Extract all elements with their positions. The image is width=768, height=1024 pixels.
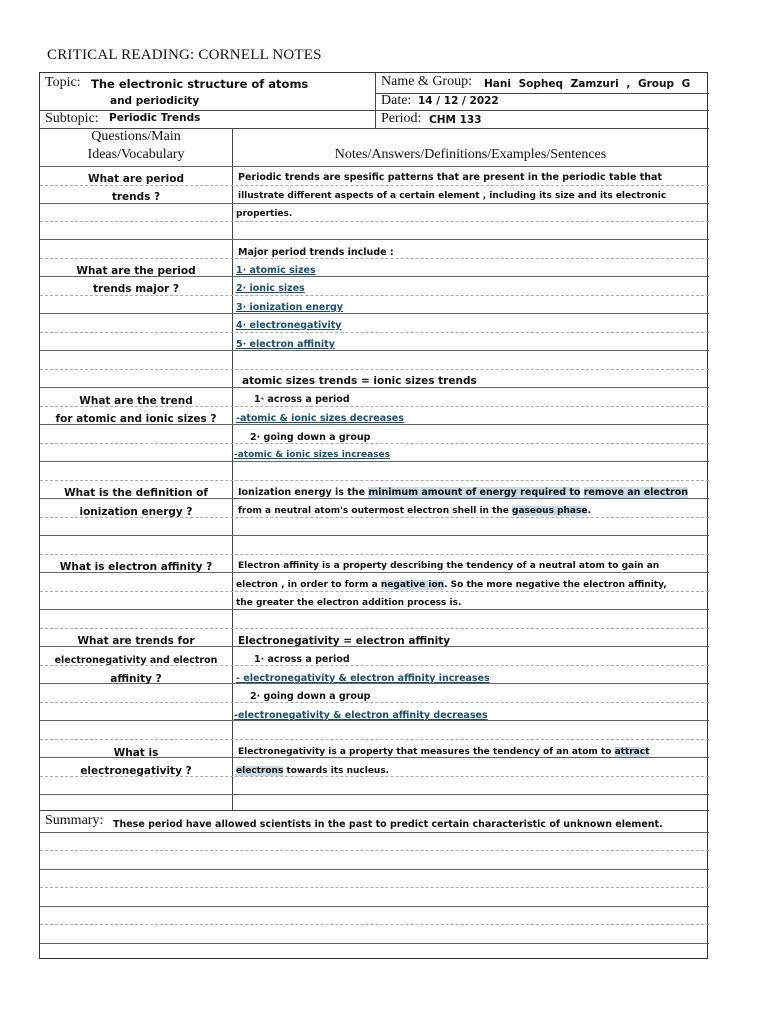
question-2-line-2: trends major ?	[93, 283, 179, 295]
questions-header-2: Ideas/Vocabulary	[87, 147, 185, 162]
rule-line	[40, 313, 709, 314]
note-2-item-4: 4· electronegativity	[236, 320, 342, 331]
note-2-item-5: 5· electron affinity	[236, 339, 335, 350]
rule-line	[40, 535, 709, 536]
note-3-increases: -atomic & ionic sizes increases	[234, 450, 390, 460]
note-3-down: 2· going down a group	[250, 432, 371, 443]
summary-rule-line	[40, 924, 709, 925]
subtopic-value: Periodic Trends	[109, 112, 201, 124]
highlight-electrons: electrons	[236, 766, 284, 776]
topic-label: Topic:	[45, 75, 81, 90]
rule-line	[40, 480, 709, 481]
rule-line	[40, 702, 709, 703]
note-1-line-2: illustrate different aspects of a certain element , including its size and its electronic	[238, 191, 667, 201]
summary-rule-line	[40, 943, 709, 944]
note-3-across: 1· across a period	[254, 394, 350, 405]
questions-header-1: Questions/Main	[91, 129, 181, 144]
note-4-line-2: from a neutral atom's outermost electron shell in the gaseous phase.	[238, 506, 591, 516]
note-4-line-1: Ionization energy is the minimum amount of energy required to remove an electron	[238, 487, 689, 498]
rule-line	[40, 628, 709, 629]
note-2-item-3: 3· ionization energy	[236, 302, 343, 313]
notes-header: Notes/Answers/Definitions/Examples/Sentences	[334, 147, 607, 162]
summary-text: These period have allowed scientists in the past to predict certain characteristic of unknown element.	[113, 819, 663, 830]
question-6-line-3: affinity ?	[110, 673, 162, 685]
question-1-line-1: What are period	[87, 173, 184, 185]
period-label: Period:	[381, 111, 422, 126]
question-6-line-2: electronegativity and electron	[54, 655, 218, 666]
question-2-line-1: What are the period	[76, 265, 196, 277]
note-3-decreases: -atomic & ionic sizes decreases	[236, 413, 404, 424]
note-6-decreases: -electronegativity & electron affinity decreases	[234, 710, 488, 721]
name-group-label: Name & Group:	[381, 74, 472, 89]
summary-rule-line	[40, 832, 709, 833]
cornell-notes-sheet	[39, 72, 708, 959]
summary-rule-line	[40, 850, 709, 851]
subtopic-label: Subtopic:	[45, 111, 99, 126]
rule-line	[40, 239, 709, 240]
rule-line	[40, 369, 709, 370]
summary-rule-line	[40, 887, 709, 888]
rule-line	[40, 739, 709, 740]
question-4-line-2: ionization energy ?	[79, 506, 193, 518]
highlight-minimum-energy: minimum amount of energy required to	[368, 487, 581, 498]
highlight-gaseous-phase: gaseous phase	[512, 506, 588, 516]
topic-value-line1: The electronic structure of atoms	[91, 77, 309, 91]
note-2-item-2: 2· ionic sizes	[236, 283, 305, 294]
rule-line	[40, 554, 709, 555]
rule-line	[40, 443, 709, 444]
summary-label: Summary:	[45, 813, 104, 828]
note-7-line-2: electrons towards its nucleus.	[236, 766, 390, 776]
note-2-item-1: 1· atomic sizes	[236, 265, 316, 276]
question-1-line-2: trends ?	[111, 191, 161, 203]
note-1-line-3: properties.	[236, 209, 293, 219]
rule-line	[40, 350, 709, 351]
rule-line	[40, 166, 709, 167]
note-6-heading: Electronegativity = electron affinity	[238, 635, 451, 647]
highlight-remove-electron: remove an electron	[583, 487, 689, 498]
rule-line	[40, 221, 709, 222]
note-3-heading: atomic sizes trends = ionic sizes trends	[242, 375, 477, 387]
question-6-line-1: What are trends for	[77, 635, 195, 647]
date-label: Date:	[381, 93, 412, 108]
rule-line	[40, 794, 709, 795]
question-4-line-1: What is the definition of	[64, 487, 208, 499]
note-6-increases: - electronegativity & electron affinity increases	[236, 673, 490, 684]
question-3-line-2: for atomic and ionic sizes ?	[55, 413, 217, 425]
note-5-line-2: electron , in order to form a negative ion. So the more negative the electron affinity,	[236, 580, 667, 590]
highlight-attract: attract	[614, 747, 650, 757]
period-value: CHM 133	[429, 114, 482, 126]
note-7-line-1: Electronegativity is a property that measures the tendency of an atom to attract	[238, 747, 650, 757]
question-7-line-2: electronegativity ?	[80, 765, 192, 777]
rule-line	[40, 332, 709, 333]
note-5-line-1: Electron affinity is a property describing the tendency of a neutral atom to gain an	[238, 561, 660, 571]
note-5-line-3: the greater the electron addition process is.	[236, 598, 462, 608]
topic-value-line2: and periodicity	[110, 95, 200, 107]
name-group-value: Hani Sopheq Zamzuri , Group G	[484, 78, 691, 90]
question-7-line-1: What is	[113, 747, 159, 759]
page-title: CRITICAL READING: CORNELL NOTES	[47, 47, 322, 63]
highlight-negative-ion: negative ion	[380, 580, 445, 590]
note-6-down: 2· going down a group	[250, 691, 371, 702]
summary-rule-line	[40, 906, 709, 907]
note-1-line-1: Periodic trends are spesific patterns that are present in the periodic table that	[238, 172, 662, 183]
question-5-line-1: What is electron affinity ?	[59, 561, 213, 573]
note-2-heading: Major period trends include :	[238, 247, 394, 258]
question-3-line-1: What are the trend	[79, 395, 193, 407]
note-6-across: 1· across a period	[254, 654, 350, 665]
summary-rule-line	[40, 869, 709, 870]
date-value: 14 / 12 / 2022	[418, 95, 499, 107]
